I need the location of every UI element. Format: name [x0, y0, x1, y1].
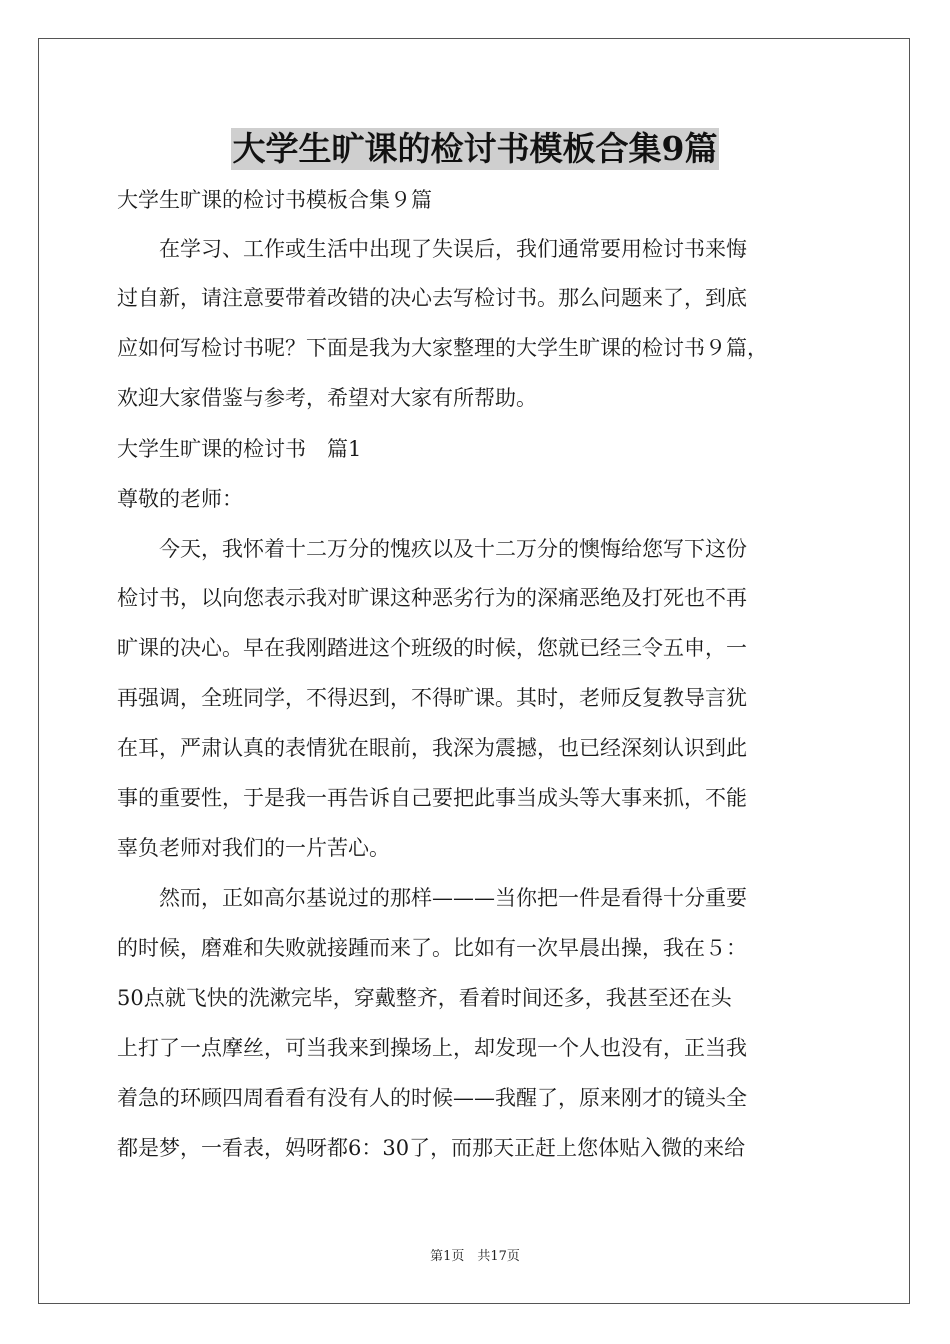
body-line: 辜负老师对我们的一片苦心。 [117, 836, 390, 860]
body-line: 旷课的决心。早在我刚踏进这个班级的时候，您就已经三令五申，一 [117, 636, 747, 660]
body-line: 检讨书，以向您表示我对旷课这种恶劣行为的深痛恶绝及打死也不再 [117, 586, 747, 610]
body-line: 然而，正如高尔基说过的那样———当你把一件是看得十分重要 [117, 886, 747, 910]
section-heading: 大学生旷课的检讨书 篇1 [117, 437, 362, 461]
body-line: 今天，我怀着十二万分的愧疚以及十二万分的懊悔给您写下这份 [117, 537, 747, 561]
salutation: 尊敬的老师： [117, 487, 243, 511]
body-line: 都是梦，一看表，妈呀都6：30了，而那天正赶上您体贴入微的来给 [117, 1136, 746, 1160]
body-line: 着急的环顾四周看看有没有人的时候——我醒了，原来刚才的镜头全 [117, 1086, 747, 1110]
page-footer: 第1页 共17页 [430, 1249, 520, 1264]
body-line: 应如何写检讨书呢？下面是我为大家整理的大学生旷课的检讨书９篇， [117, 336, 768, 360]
body-line: 在学习、工作或生活中出现了失误后，我们通常要用检讨书来悔 [117, 237, 747, 261]
body-line: 上打了一点摩丝，可当我来到操场上，却发现一个人也没有，正当我 [117, 1036, 747, 1060]
document-subtitle: 大学生旷课的检讨书模板合集９篇 [117, 188, 432, 212]
body-line: 事的重要性，于是我一再告诉自己要把此事当成头等大事来抓，不能 [117, 786, 747, 810]
title-container [0, 128, 950, 170]
body-line: 欢迎大家借鉴与参考，希望对大家有所帮助。 [117, 386, 537, 410]
body-line: 过自新，请注意要带着改错的决心去写检讨书。那么问题来了，到底 [117, 286, 747, 310]
body-line: 50点就飞快的洗漱完毕，穿戴整齐，看着时间还多，我甚至还在头 [117, 986, 732, 1010]
document-title: 大学生旷课的检讨书模板合集9篇 [232, 129, 718, 168]
body-line: 再强调，全班同学，不得迟到，不得旷课。其时，老师反复教导言犹 [117, 686, 747, 710]
body-line: 的时候，磨难和失败就接踵而来了。比如有一次早晨出操，我在５： [117, 936, 747, 960]
page-border [38, 38, 910, 1304]
body-line: 在耳，严肃认真的表情犹在眼前，我深为震撼，也已经深刻认识到此 [117, 736, 747, 760]
